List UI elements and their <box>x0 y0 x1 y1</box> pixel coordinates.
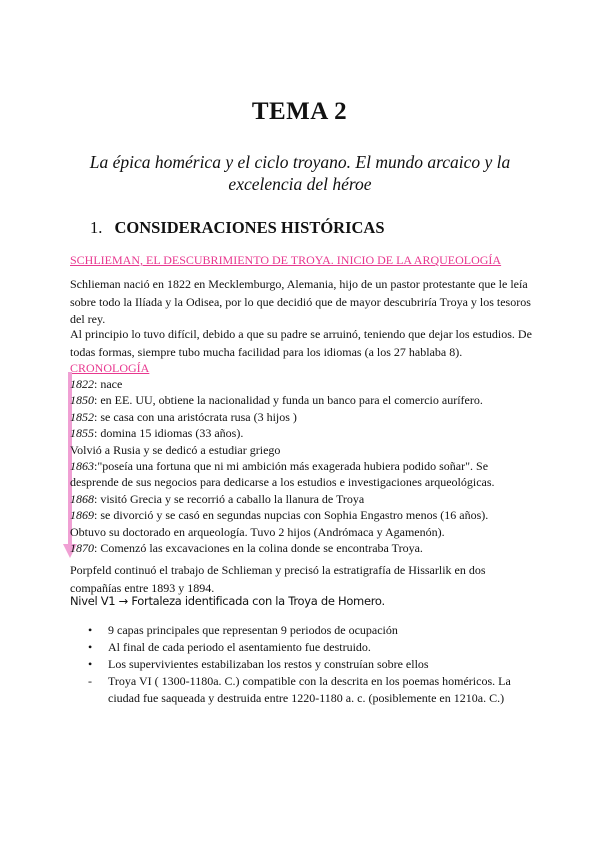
chronology-line: 1822: nace <box>70 377 123 391</box>
chronology-line: 1870: Comenzó las excavaciones en la colina donde se encontraba Troya. <box>70 541 423 556</box>
subheading-text[interactable]: SCHLIEMAN, EL DESCUBRIMIENTO DE TROYA. INICIO DE LA ARQUEOLOGÍA <box>70 253 502 267</box>
list-item: • Los supervivientes estabilizaban los restos y construían sobre ellos <box>88 657 429 671</box>
porpfeld-paragraph: Porpfeld continuó el trabajo de Schlieman y precisó la estratigrafía de Hissarlik en dos compañías entre 1893 y 1894. <box>70 563 486 595</box>
bullet-icon: • <box>88 623 93 637</box>
bullet-list <box>88 622 528 707</box>
section-number: 1. <box>90 218 103 237</box>
bullet-icon: • <box>88 657 93 671</box>
chronology-line: Obtuvo su doctorado en arqueología. Tuvo 2 hijos (Andrómaca y Agamenón). <box>70 524 445 539</box>
chronology-line: 1869: se divorció y se casó en segundas nupcias con Sophia Engastro menos (16 años). <box>70 508 489 523</box>
section-title: CONSIDERACIONES HISTÓRICAS <box>114 218 385 237</box>
bullet-icon: • <box>88 640 93 654</box>
right-arrow-icon: → <box>118 594 129 608</box>
chronology-line: 1868: visitó Grecia y se recorrió a caballo la llanura de Troya <box>70 491 365 506</box>
intro-paragraph-1: Schlieman nació en 1822 en Mecklemburgo, Alemania, hijo de un pastor protestante que le leía sobre todo la Ilíada y la Odisea, por lo que decidió que de mayor descubriría Troya y los tesoros del rey. <box>70 277 531 326</box>
page-title: TEMA 2 <box>251 98 348 125</box>
list-item: • 9 capas principales que representan 9 periodos de ocupación <box>88 623 398 637</box>
chronology-line: Volvió a Rusia y se dedicó a estudiar griego <box>70 442 281 457</box>
list-item: - Troya VI ( 1300-1180a. C.) compatible con la descrita en los poemas homéricos. La ciudad fue saqueada y destruida entre 1220-1180 a. c. (posiblemente en 1210a. C.) <box>88 674 511 705</box>
list-item: • Al final de cada periodo el asentamiento fue destruido. <box>88 640 371 654</box>
dash-icon: - <box>88 674 92 688</box>
intro-paragraph-2: Al principio lo tuvo difícil, debido a que su padre se arruinó, teniendo que dejar los estudios. De todas formas, siempre tubo mucha facilidad para los idiomas (a los 27 hablaba 8). <box>70 327 532 359</box>
page-subtitle: La épica homérica y el ciclo troyano. El mundo arcaico y la excelencia del héroe <box>89 152 511 194</box>
chronology-line: 1863:"poseía una fortuna que ni mi ambición más exagerada hubiera podido soñar". Se desprende de sus negocios para dedicarse a los estudios e investigaciones arqueológicas. <box>70 459 495 490</box>
subheading-link[interactable] <box>70 251 501 269</box>
chronology-heading[interactable] <box>70 359 149 377</box>
chronology-label[interactable]: CRONOLOGÍA <box>70 361 150 375</box>
chronology-list <box>70 376 532 556</box>
chronology-line: 1855: domina 15 idiomas (33 años). <box>70 426 244 441</box>
level-line: Nivel V1 → Fortaleza identificada con la Troya de Homero. <box>70 594 385 608</box>
section-heading <box>90 218 385 238</box>
chronology-line: 1850: en EE. UU, obtiene la nacionalidad y funda un banco para el comercio aurífero. <box>70 393 483 408</box>
chronology-line: 1852: se casa con una aristócrata rusa (3 hijos ) <box>70 409 297 424</box>
